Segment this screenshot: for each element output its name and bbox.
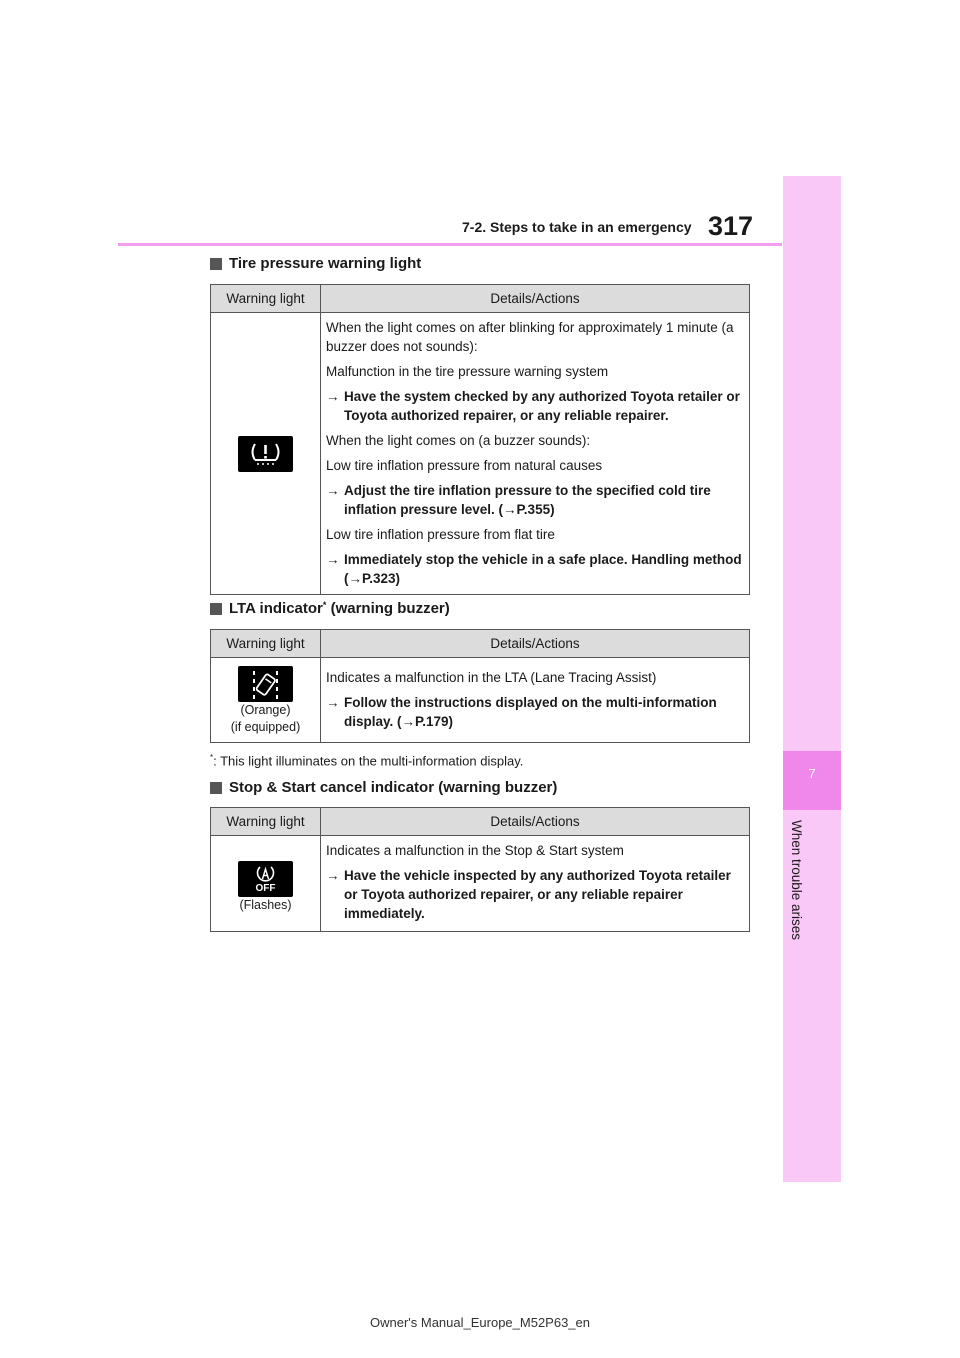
tire-pressure-warning-icon — [238, 436, 293, 472]
action-text: Have the system checked by any authorized Toyota retailer or Toyota authorized repairer, or any reliable repairer. — [344, 389, 740, 423]
icon-caption-flashes: (Flashes) — [239, 898, 292, 912]
action-text: Have the vehicle inspected by any authorized Toyota retailer or Toyota authorized repairer, or any reliable repairer immediately. — [344, 868, 731, 921]
action-item — [326, 693, 743, 731]
page-number: 317 — [708, 211, 754, 241]
arrow-right-icon: → — [326, 695, 340, 710]
action-item — [326, 481, 743, 519]
table-row — [211, 658, 750, 743]
square-bullet-icon — [210, 782, 222, 794]
details-cell — [321, 313, 750, 595]
chapter-label: When trouble arises — [789, 820, 804, 941]
warning-light-cell — [211, 313, 321, 595]
condition-text: Low tire inflation pressure from flat tire — [326, 527, 555, 542]
arrow-right-icon: → — [326, 389, 340, 404]
icon-caption-color: (Orange) — [240, 703, 291, 717]
col-header-warning-light: Warning light — [211, 630, 321, 658]
icon-caption-equipped: (if equipped) — [230, 720, 301, 734]
col-header-details: Details/Actions — [321, 630, 750, 658]
lta-warning-table — [210, 629, 750, 743]
chapter-number: 7 — [808, 766, 816, 781]
stop-start-heading-text: Stop & Start cancel indicator (warning buzzer) — [229, 779, 558, 796]
action-text: Follow the instructions displayed on the multi-information display. (→P.179) — [344, 695, 717, 729]
action-text: Adjust the tire inflation pressure to the specified cold tire inflation pressure level. (→P.355) — [344, 483, 711, 517]
side-tab-strip — [783, 176, 841, 1182]
details-cell — [321, 836, 750, 932]
action-item — [326, 866, 743, 923]
action-item — [326, 387, 743, 425]
condition-text: Low tire inflation pressure from natural causes — [326, 458, 603, 473]
condition-text: Indicates a malfunction in the Stop & Start system — [326, 843, 624, 858]
footnote-text: : This light illuminates on the multi-information display. — [213, 753, 524, 769]
tire-warning-table — [210, 284, 750, 595]
action-text: Immediately stop the vehicle in a safe place. Handling method (→P.323) — [344, 552, 742, 586]
arrow-right-icon: → — [326, 868, 340, 883]
lta-heading-text: LTA indicator — [229, 600, 323, 617]
warning-light-cell — [211, 836, 321, 932]
lta-heading-suffix: (warning buzzer) — [326, 600, 450, 617]
section-title: 7-2. Steps to take in an emergency — [462, 219, 692, 235]
col-header-details: Details/Actions — [321, 285, 750, 313]
footnote — [210, 749, 523, 770]
stop-start-off-icon — [238, 861, 293, 897]
footnote-mark: * — [210, 753, 214, 762]
stop-start-section-heading — [210, 778, 557, 798]
footer-doc-id: Owner's Manual_Europe_M52P63_en — [369, 1315, 590, 1330]
lta-section-heading: LTA indicator * (warning buzzer) — [210, 599, 450, 619]
col-header-warning-light: Warning light — [211, 808, 321, 836]
warning-light-cell — [211, 658, 321, 743]
condition-text: Indicates a malfunction in the LTA (Lane Tracing Assist) — [326, 670, 657, 685]
tire-heading-text: Tire pressure warning light — [229, 255, 422, 272]
stop-start-warning-table — [210, 807, 750, 932]
square-bullet-icon — [210, 603, 222, 615]
lane-tracing-assist-icon — [238, 666, 293, 702]
details-cell — [321, 658, 750, 743]
condition-text: When the light comes on (a buzzer sounds): — [326, 433, 591, 448]
condition-text: Malfunction in the tire pressure warning system — [326, 364, 609, 379]
condition-text: When the light comes on after blinking for approximately 1 minute (a buzzer does not sounds): — [326, 320, 734, 354]
table-row — [211, 836, 750, 932]
col-header-warning-light: Warning light — [211, 285, 321, 313]
square-bullet-icon — [210, 258, 222, 270]
icon-off-text: OFF — [255, 883, 276, 894]
col-header-details: Details/Actions — [321, 808, 750, 836]
header-rule — [118, 243, 782, 246]
tire-section-heading — [210, 254, 421, 274]
arrow-right-icon: → — [326, 483, 340, 498]
action-item — [326, 550, 743, 588]
arrow-right-icon: → — [326, 552, 340, 567]
table-row — [211, 313, 750, 595]
